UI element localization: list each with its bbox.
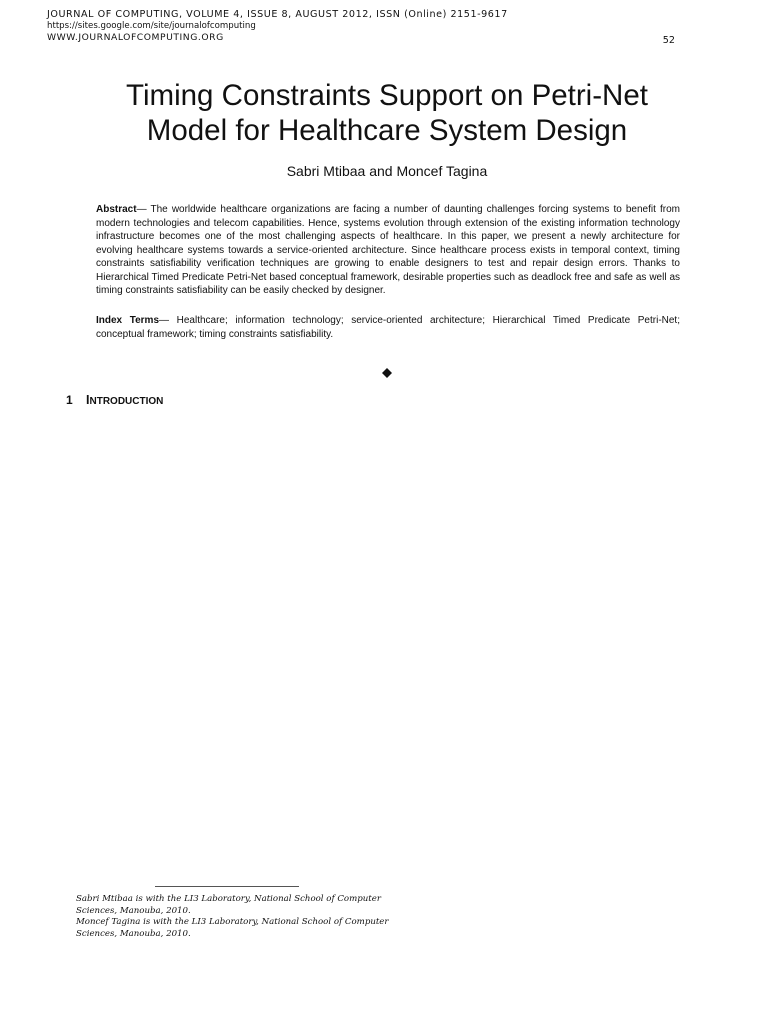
index-terms-label: Index Terms: [96, 315, 160, 326]
page-number: 52: [662, 35, 675, 46]
section-title-rest: NTRODUCTION: [89, 396, 164, 407]
abstract: [96, 203, 680, 298]
author-footnotes: [76, 894, 406, 940]
journal-url: https://sites.google.com/site/journalofcomputing: [47, 21, 256, 31]
journal-site: WWW.JOURNALOFCOMPUTING.ORG: [47, 32, 224, 43]
running-header: [47, 9, 677, 46]
abstract-label: Abstract: [96, 204, 137, 215]
abstract-text: — The worldwide healthcare organizations are facing a number of daunting challenges forcing systems to benefit from modern technologies and telecom capabilities. Hence, systems evolution through extension of the existing information technology infrastructure becomes one of the most challenging aspects of healthcare. In this paper, we present a newly architecture for evolving healthcare systems towards a service-oriented architecture. Since healthcare process exists in temporal context, timing constraints satisfiability verification techniques are growing to enable designers to test and repair design errors. Thanks to Hierarchical Timed Predicate Petri-Net based conceptual framework, desirable properties such as deadlock free and safe as well as timing constraints satisfiability can be easily checked by designer.: [96, 204, 680, 296]
title-line-2: Model for Healthcare System Design: [146, 114, 628, 147]
footnote-divider: [155, 886, 299, 887]
section-heading: [66, 393, 163, 409]
section-number: 1: [66, 393, 73, 407]
section-title-initial: I: [86, 393, 90, 407]
footnote-item: Sabri Mtibaa is with the LI3 Laboratory, National School of Computer Sciences, Manouba, 2010.: [76, 894, 381, 916]
diamond-icon: [381, 367, 393, 379]
title-line-1: Timing Constraints Support on Petri-Net: [126, 79, 648, 112]
paper-authors: Sabri Mtibaa and Moncef Tagina: [286, 163, 488, 179]
index-terms: [96, 314, 680, 341]
paper-title: [40, 78, 734, 148]
index-terms-text: — Healthcare; information technology; service-oriented architecture; Hierarchical Timed Predicate Petri-Net; conceptual framework; timing constraints satisfiability.: [96, 315, 680, 340]
footnote-item: Moncef Tagina is with the LI3 Laboratory, National School of Computer Sciences, Manouba, 2010.: [76, 917, 389, 939]
journal-info: JOURNAL OF COMPUTING, VOLUME 4, ISSUE 8, AUGUST 2012, ISSN (Online) 2151-9617: [47, 9, 508, 20]
